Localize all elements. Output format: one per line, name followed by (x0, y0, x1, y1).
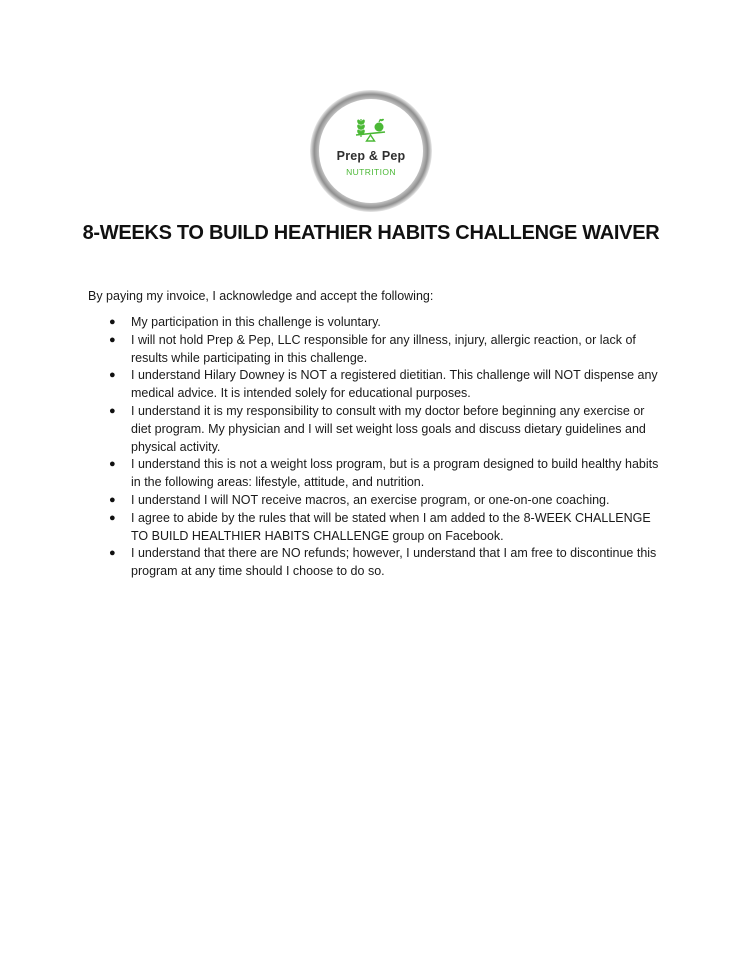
brand-logo (309, 89, 433, 213)
bullet-icon: ● (109, 511, 116, 524)
list-item (88, 314, 668, 332)
brand-name: Prep & Pep (336, 149, 406, 163)
list-item (88, 456, 668, 492)
list-item-text: I will not hold Prep & Pep, LLC responsible for any illness, injury, allergic reaction, or lack of results while participating in this challenge. (131, 332, 636, 365)
intro-paragraph: By paying my invoice, I acknowledge and accept the following: (88, 289, 434, 303)
list-item (88, 510, 668, 546)
brand-subtitle: NUTRITION (346, 167, 396, 177)
list-item (88, 403, 668, 456)
list-item-text: I understand that there are NO refunds; however, I understand that I am free to discontinue this program at any time should I choose to do so. (131, 546, 657, 579)
logo-text (309, 89, 433, 213)
bullet-icon: ● (109, 547, 116, 560)
list-item-text: I understand it is my responsibility to consult with my doctor before beginning any exercise or diet program. My physician and I will set weight loss goals and discuss dietary guidelines and physical activity. (131, 403, 646, 454)
bullet-icon: ● (109, 333, 116, 346)
bullet-icon: ● (109, 404, 116, 417)
bullet-icon: ● (109, 316, 116, 328)
bullet-icon: ● (109, 369, 116, 382)
list-item (88, 545, 668, 581)
bullet-icon: ● (109, 458, 116, 471)
list-item-text: I understand I will NOT receive macros, an exercise program, or one-on-one coaching. (131, 492, 610, 507)
list-item (88, 492, 668, 510)
list-item-text: My participation in this challenge is voluntary. (131, 315, 381, 329)
list-item (88, 367, 668, 403)
list-item-text: I understand this is not a weight loss program, but is a program designed to build healthy habits in the following areas: lifestyle, attitude, and nutrition. (131, 457, 659, 490)
terms-list (88, 314, 668, 581)
list-item (88, 332, 668, 368)
bullet-icon: ● (109, 493, 116, 506)
document-title: 8-WEEKS TO BUILD HEATHIER HABITS CHALLENGE WAIVER (82, 222, 660, 244)
list-item-text: I agree to abide by the rules that will be stated when I am added to the 8-WEEK CHALLENGE TO BUILD HEALTHIER HABITS CHALLENGE group on Facebook. (131, 510, 651, 543)
list-item-text: I understand Hilary Downey is NOT a registered dietitian. This challenge will NOT dispense any medical advice. It is intended solely for educational purposes. (131, 368, 658, 401)
